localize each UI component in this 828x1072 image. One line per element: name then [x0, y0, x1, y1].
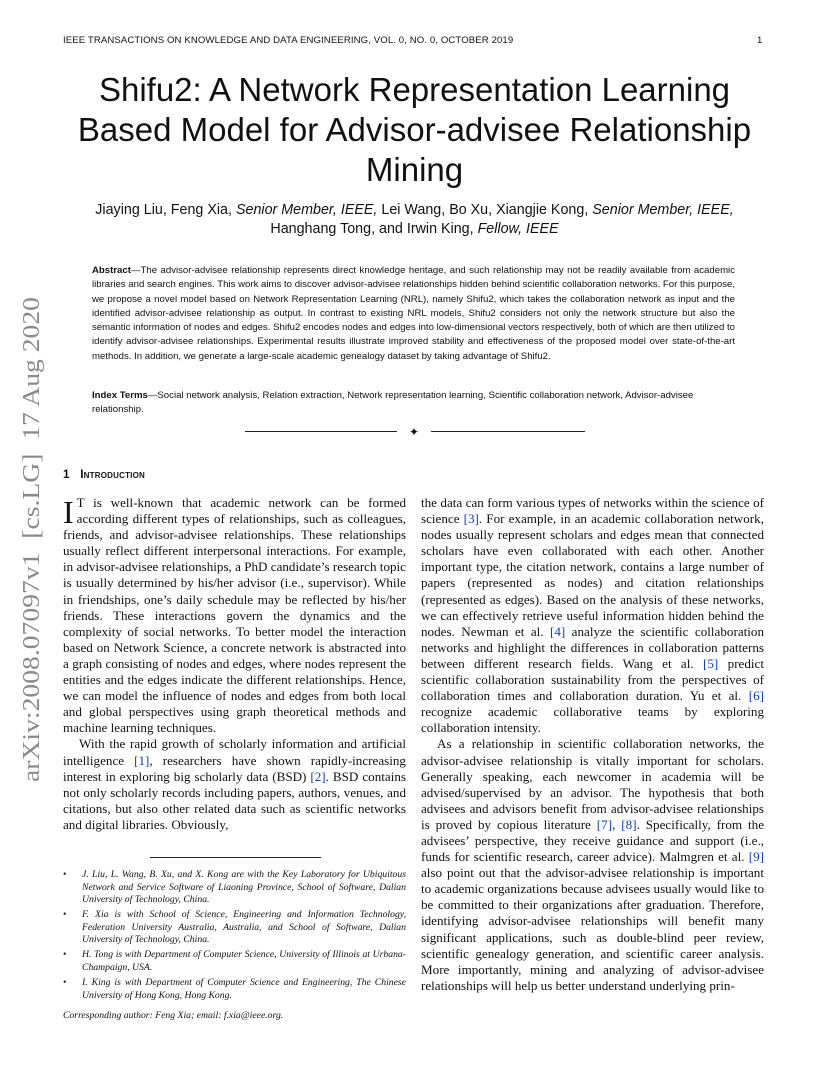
citation-link[interactable]: [7]: [596, 816, 613, 832]
bullet-icon: •: [63, 976, 67, 988]
bullet-icon: •: [63, 869, 67, 880]
citation-link[interactable]: [6]: [748, 688, 764, 704]
footnote-rule: [150, 857, 321, 858]
citation-link[interactable]: [2]: [310, 768, 326, 784]
citation-link[interactable]: [1]: [134, 752, 150, 768]
index-terms-text: —Social network analysis, Relation extraction, Network representation learning, Scientific collaboration network, Advisor-advisee relationship.: [92, 390, 694, 416]
citation-link[interactable]: [8]: [621, 816, 637, 832]
abstract: [92, 264, 735, 364]
right-column: [421, 495, 764, 994]
intro-paragraph-4: As a relationship in scientific collaboration networks, the advisor-advisee relationship is vitally important for scholars. Generally speaking, each newcomer in academia will be advised/supervised by an advisor. The hypothesis that both advisees and advisors benefit from advisor-advisee relationships is proved by copious literature [7], [8]. Specifically, from the advisees’ perspective, they receive guidance and support (i.e., funds for scientific research, career advice). Malmgren et al. [9] also point out that the advisor-advisee relationship is important to academic organizations because advisees usually would like to be committed to their organizations after graduation. Therefore, identifying advisor-advisee relationships will benefit many significant applications, such as double-blind peer review, scientific genealogy generation, and scientific career analysis. More importantly, mining and analyzing of advisor-advisee relationships will help us better understand underlying prin-: [421, 736, 765, 993]
author-names-2: Lei Wang, Bo Xu, Xiangjie Kong,: [377, 202, 593, 218]
bullet-icon: •: [63, 909, 67, 921]
section-title: Introduction: [80, 467, 145, 481]
abstract-label: Abstract: [92, 265, 131, 276]
intro-paragraph-1: I T is well-known that academic network can be formed according different types of relationships, such as colleagues, friends, and advisor-advisee relationships. These relationships usually reflect different interpersonal interactions. For example, in advisor-advisee relationships, a PhD candidate’s research topic is usually determined by his/her advisor (i.e., supervisor). While in friendships, one’s daily schedule may be reflected by his/her friends. These interactions govern the dynamics and the complexity of social networks. To better model the interaction based on Network Science, a concrete network is abstracted into a graph consisting of nodes and edges, where nodes represent the entities and the edges indicate the different relationships. Hence, we can model the influence of nodes and edges from both local and global perspectives using graph theoretical methods and machine learning techniques.: [63, 494, 406, 736]
intro-paragraph-3: the data can form various types of networks within the science of science [3]. For example, in an academic collaboration network, nodes usually represent scholars and edges mean that connected scholars have even collaborated with each other. Another important type, the citation network, contains a large number of papers (represented as nodes) and citation relationships (represented as edges). Based on the analysis of these networks, we can effectively retrieve useful information hidden behind the nodes. Newman et al. [4] analyze the scientific collaboration networks and highlight the differences in collaboration patterns between different research fields. Wang et al. [5] predict scientific collaboration sustainability from the perspectives of collaboration times and collaboration duration. Yu et al. [6] recognize academic collaborative teams by exploring collaboration intensity.: [421, 495, 764, 736]
index-terms-label: Index Terms: [92, 390, 148, 401]
section-divider: [245, 424, 585, 436]
footnote-item: • J. Liu, L. Wang, B. Xu, and X. Kong are with the Key Laboratory for Ubiquitous Network and Service Software of Liaoning Province, School of Software, Dalian University of Technology, China.: [63, 869, 406, 906]
intro-paragraph-2: With the rapid growth of scholarly information and artificial intelligence [1], researchers have shown rapidly-increasing interest in exploring big scholarly data (BSD) [2]. BSD contains not only scholarly records including papers, authors, venues, and citations, but also other related data such as scientific networks and digital libraries. Obviously,: [63, 736, 406, 832]
footnotes: [63, 869, 406, 1023]
citation-link[interactable]: [3]: [463, 511, 479, 527]
arxiv-identifier: arXiv:2008.07097v1 [cs.LG] 17 Aug 2020: [18, 351, 45, 782]
author-list: [63, 201, 766, 239]
bullet-icon: •: [63, 949, 67, 961]
dropcap: I: [63, 494, 74, 530]
corresponding-author: Corresponding author: Feng Xia; email: f.xia@ieee.org.: [63, 1010, 284, 1022]
citation-link[interactable]: [9]: [748, 849, 764, 865]
author-title-3: Fellow, IEEE: [477, 221, 559, 237]
section-heading: [63, 467, 145, 481]
section-number: 1: [63, 467, 70, 481]
divider-ornament: ✦: [408, 425, 420, 437]
footnote-item: • F. Xia is with School of Science, Engineering and Information Technology, Federation University Australia, Australia, and School of Software, Dalian University of Technology, China.: [63, 909, 406, 946]
abstract-text: —The advisor-advisee relationship represents direct knowledge heritage, and such relationship may not be readily available from academic libraries and search engines. This work aims to discover advisor-advisee relationships hidden behind scientific collaboration networks. For this purpose, we propose a novel model based on Network Representation Learning (NRL), namely Shifu2, which takes the collaboration network as input and the identified advisor-advisee relationship as output. In contrast to existing NRL models, Shifu2 considers not only the network structure but also the semantic information of nodes and edges. Shifu2 encodes nodes and edges into low-dimensional vectors respectively, both of which are then utilized to identify advisor-advisee relationships. Experimental results illustrate improved stability and effectiveness of the proposed model over state-of-the-art methods. In addition, we generate a large-scale academic genealogy dataset by taking advantage of Shifu2.: [92, 265, 735, 362]
footnote-item: • I. King is with Department of Computer Science and Engineering, The Chinese University of Hong Kong, Hong Kong.: [63, 976, 406, 1001]
running-head: IEEE TRANSACTIONS ON KNOWLEDGE AND DATA ENGINEERING, VOL. 0, NO. 0, OCTOBER 2019: [63, 35, 514, 46]
arxiv-stamp: [8, 295, 50, 785]
citation-link[interactable]: [4]: [549, 623, 566, 639]
footnote-item: • H. Tong is with Department of Computer Science, University of Illinois at Urbana-Champaign, USA.: [63, 949, 406, 973]
author-title-2: Senior Member, IEEE,: [592, 202, 734, 218]
page-number: 1: [757, 35, 763, 46]
citation-link[interactable]: [5]: [703, 655, 719, 671]
left-column: [63, 495, 406, 833]
author-names-3: Hanghang Tong, and Irwin King,: [270, 221, 478, 237]
paper-title: Shifu2: A Network Representation Learning Based Model for Advisor-advisee Relationship Mining: [77, 71, 752, 188]
author-names-1: Jiaying Liu, Feng Xia,: [95, 202, 236, 218]
index-terms: [92, 389, 735, 418]
author-title-1: Senior Member, IEEE,: [235, 202, 378, 218]
